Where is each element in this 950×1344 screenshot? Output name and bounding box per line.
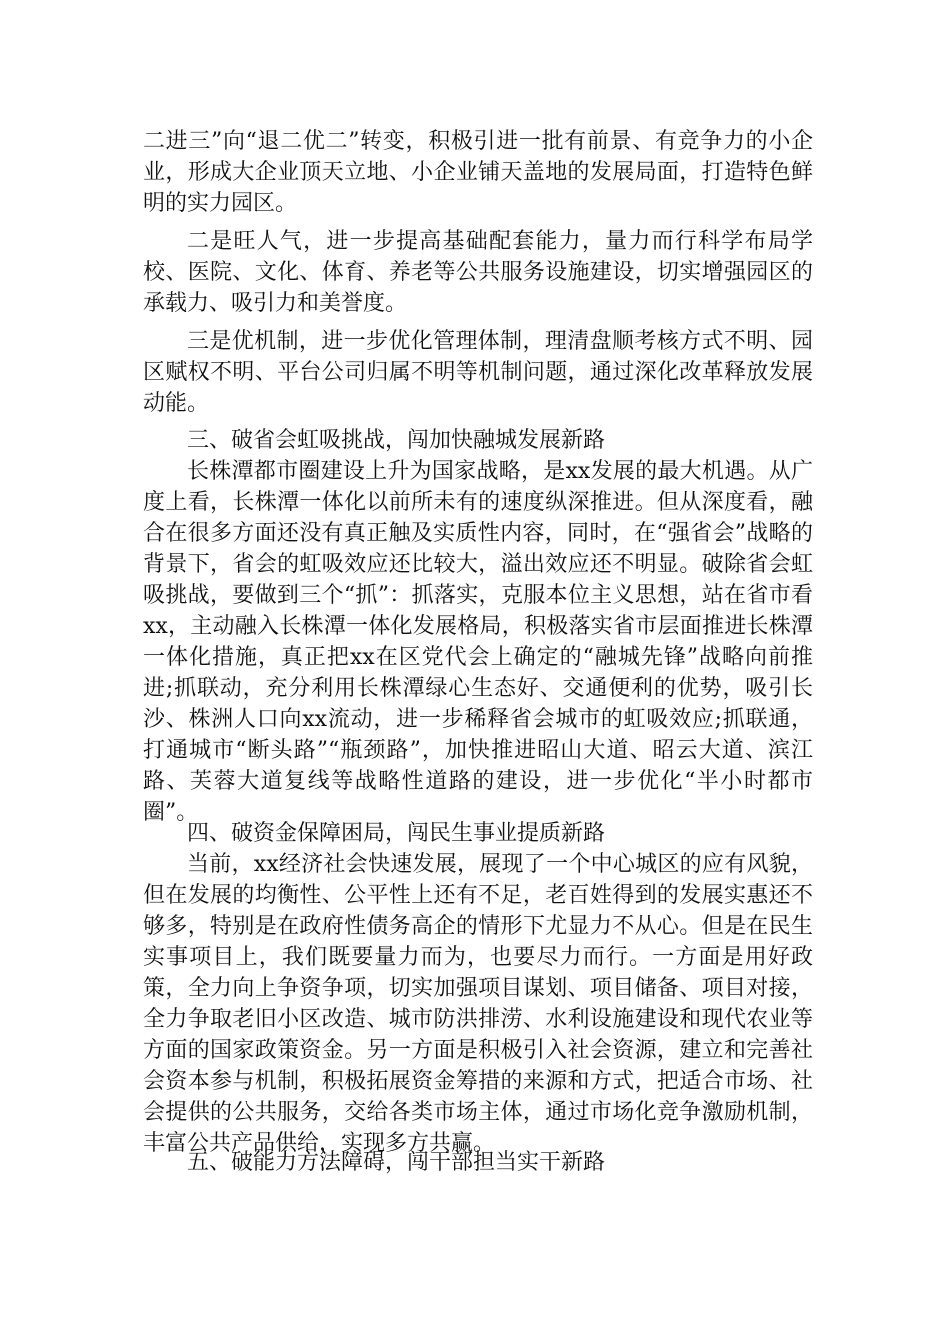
- heading-section-four: 四、破资金保障困局，闯民生事业提质新路: [187, 821, 606, 846]
- paragraph-point-three: 三是优机制，进一步优化管理体制，理清盘顺考核方式不明、园区赋权不明、平台公司归属不明等机制问题，通过深化改革释放发展动能。: [143, 329, 813, 416]
- heading-section-five: 五、破能力方法障碍，闯干部担当实干新路: [187, 1150, 606, 1175]
- heading-section-three: 三、破省会虹吸挑战，闯加快融城发展新路: [187, 428, 606, 453]
- paragraph-point-two: 二是旺人气，进一步提高基础配套能力，量力而行科学布局学校、医院、文化、体育、养老等公共服务设施建设，切实增强园区的承载力、吸引力和美誉度。: [143, 229, 813, 316]
- paragraph-section-four-body: 当前，xx经济社会快速发展，展现了一个中心城区的应有风貌，但在发展的均衡性、公平性上还有不足，老百姓得到的发展实惠还不够多，特别是在政府性债务高企的情形下尤显力不从心。但是在民生实事项目上，我们既要量力而为，也要尽力而行。一方面是用好政策，全力向上争资争项，切实加强项目谋划、项目储备、项目对接，全力争取老旧小区改造、城市防洪排涝、水利设施建设和现代农业等方面的国家政策资金。另一方面是积极引入社会资源，建立和完善社会资本参与机制，积极拓展资金筹措的来源和方式，把适合市场、社会提供的公共服务，交给各类市场主体，通过市场化竞争激励机制，丰富公共产品供给，实现多方共赢。: [143, 852, 813, 1156]
- paragraph-continuation: 二进三”向“退二优二”转变，积极引进一批有前景、有竞争力的小企业，形成大企业顶天立地、小企业铺天盖地的发展局面，打造特色鲜明的实力园区。: [143, 129, 813, 216]
- paragraph-section-three-body: 长株潭都市圈建设上升为国家战略，是xx发展的最大机遇。从广度上看，长株潭一体化以前所未有的速度纵深推进。但从深度看，融合在很多方面还没有真正触及实质性内容，同时，在“强省会”战略的背景下，省会的虹吸效应还比较大，溢出效应还不明显。破除省会虹吸挑战，要做到三个“抓”：抓落实，克服本位主义思想，站在省市看xx，主动融入长株潭一体化发展格局，积极落实省市层面推进长株潭一体化措施，真正把xx在区党代会上确定的“融城先锋”战略向前推进;抓联动，充分利用长株潭绿心生态好、交通便利的优势，吸引长沙、株洲人口向xx流动，进一步稀释省会城市的虹吸效应;抓联通，打通城市“断头路”“瓶颈路”，加快推进昭山大道、昭云大道、滨江路、芙蓉大道复线等战略性道路的建设，进一步优化“半小时都市圈”。: [143, 459, 813, 825]
